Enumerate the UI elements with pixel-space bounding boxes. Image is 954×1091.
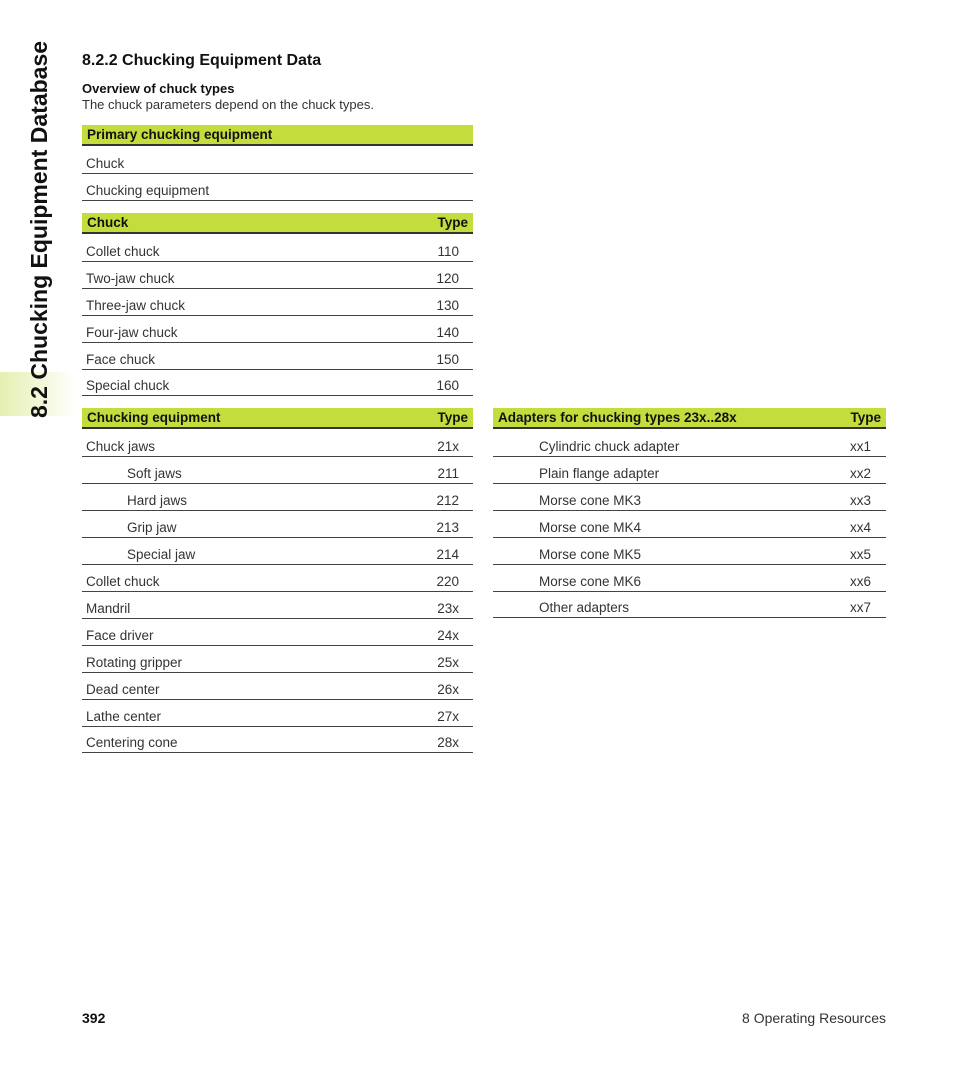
section-title: 8.2.2 Chucking Equipment Data <box>82 52 322 69</box>
table-row <box>82 673 473 700</box>
table-row <box>493 511 886 538</box>
row-label: Morse cone MK3 <box>539 493 642 508</box>
header-type: Type <box>437 215 468 230</box>
table-row <box>82 700 473 727</box>
table-row <box>82 316 473 343</box>
table-row <box>82 592 473 619</box>
row-label: Other adapters <box>539 600 630 615</box>
row-label: Face driver <box>86 628 154 643</box>
row-label: Mandril <box>86 601 131 616</box>
table-header <box>82 408 473 429</box>
row-label: Chuck jaws <box>86 439 156 454</box>
side-chapter-title: 8.2 Chucking Equipment Database <box>26 40 52 418</box>
row-label: Soft jaws <box>127 466 182 481</box>
table-row <box>82 565 473 592</box>
table-row <box>493 592 886 618</box>
row-type: xx5 <box>849 547 871 562</box>
row-label: Special jaw <box>127 547 196 562</box>
header-label: Chucking equipment <box>87 410 221 425</box>
table-row <box>82 429 473 457</box>
table-row <box>82 262 473 289</box>
row-type: 220 <box>436 574 459 589</box>
table-row <box>493 429 886 457</box>
row-label: Four-jaw chuck <box>86 325 178 340</box>
row-label: Three-jaw chuck <box>86 298 186 313</box>
adapters-table <box>493 408 886 618</box>
header-label: Adapters for chucking types 23x..28x <box>498 410 737 425</box>
table-row <box>82 538 473 565</box>
row-label: Lathe center <box>86 709 162 724</box>
row-type: 160 <box>436 378 459 393</box>
row-type: 110 <box>437 244 459 259</box>
table-row <box>493 538 886 565</box>
table-row <box>82 343 473 370</box>
row-type: xx6 <box>849 574 871 589</box>
table-row <box>82 619 473 646</box>
table-row <box>82 646 473 673</box>
header-label: Chuck <box>87 215 129 230</box>
row-label: Collet chuck <box>86 574 160 589</box>
row-type: 25x <box>437 655 459 670</box>
table-row <box>493 457 886 484</box>
row-label: Hard jaws <box>127 493 188 508</box>
row-type: 150 <box>436 352 459 367</box>
table-row <box>82 511 473 538</box>
header-label: Primary chucking equipment <box>87 127 273 142</box>
row-type: xx4 <box>849 520 871 535</box>
subheading: Overview of chuck types <box>82 81 235 96</box>
table-header <box>82 213 473 234</box>
table-row <box>82 457 473 484</box>
table-row <box>82 174 473 201</box>
row-label: Morse cone MK6 <box>539 574 642 589</box>
row-type: 28x <box>437 735 459 750</box>
table-row <box>493 565 886 592</box>
row-type: 120 <box>436 271 459 286</box>
row-type: 130 <box>436 298 459 313</box>
table-row <box>82 727 473 753</box>
header-type: Type <box>437 410 468 425</box>
row-type: 27x <box>437 709 459 724</box>
page-number: 392 <box>82 1010 106 1026</box>
row-label: Cylindric chuck adapter <box>539 439 680 454</box>
primary-equipment-table <box>82 125 473 201</box>
table-header <box>493 408 886 429</box>
row-label: Plain flange adapter <box>539 466 660 481</box>
row-label: Grip jaw <box>127 520 177 535</box>
table-row <box>82 370 473 396</box>
chuck-table <box>82 213 473 396</box>
header-type: Type <box>850 410 881 425</box>
row-type: xx7 <box>849 600 871 615</box>
intro-text: The chuck parameters depend on the chuck types. <box>82 97 374 112</box>
row-label: Centering cone <box>86 735 178 750</box>
row-type: xx2 <box>849 466 871 481</box>
row-label: Rotating gripper <box>86 655 183 670</box>
table-row <box>82 234 473 262</box>
row-type: xx1 <box>849 439 871 454</box>
table-header <box>82 125 473 146</box>
row-type: 23x <box>437 601 459 616</box>
row-type: 212 <box>436 493 459 508</box>
row-type: 211 <box>437 466 459 481</box>
row-type: 213 <box>436 520 459 535</box>
row-label: Two-jaw chuck <box>86 271 175 286</box>
table-row <box>82 146 473 174</box>
row-label: Face chuck <box>86 352 156 367</box>
row-type: 21x <box>437 439 459 454</box>
row-type: 26x <box>437 682 459 697</box>
row-label: Chuck <box>86 156 125 171</box>
row-label: Special chuck <box>86 378 170 393</box>
row-type: 140 <box>436 325 459 340</box>
row-label: Morse cone MK4 <box>539 520 642 535</box>
row-type: 24x <box>437 628 459 643</box>
row-label: Dead center <box>86 682 160 697</box>
row-type: xx3 <box>849 493 871 508</box>
chucking-equipment-table <box>82 408 473 753</box>
table-row <box>82 289 473 316</box>
table-row <box>493 484 886 511</box>
chapter-footer: 8 Operating Resources <box>742 1010 886 1026</box>
table-row <box>82 484 473 511</box>
row-label: Chucking equipment <box>86 183 210 198</box>
row-label: Collet chuck <box>86 244 160 259</box>
row-type: 214 <box>436 547 459 562</box>
row-label: Morse cone MK5 <box>539 547 642 562</box>
